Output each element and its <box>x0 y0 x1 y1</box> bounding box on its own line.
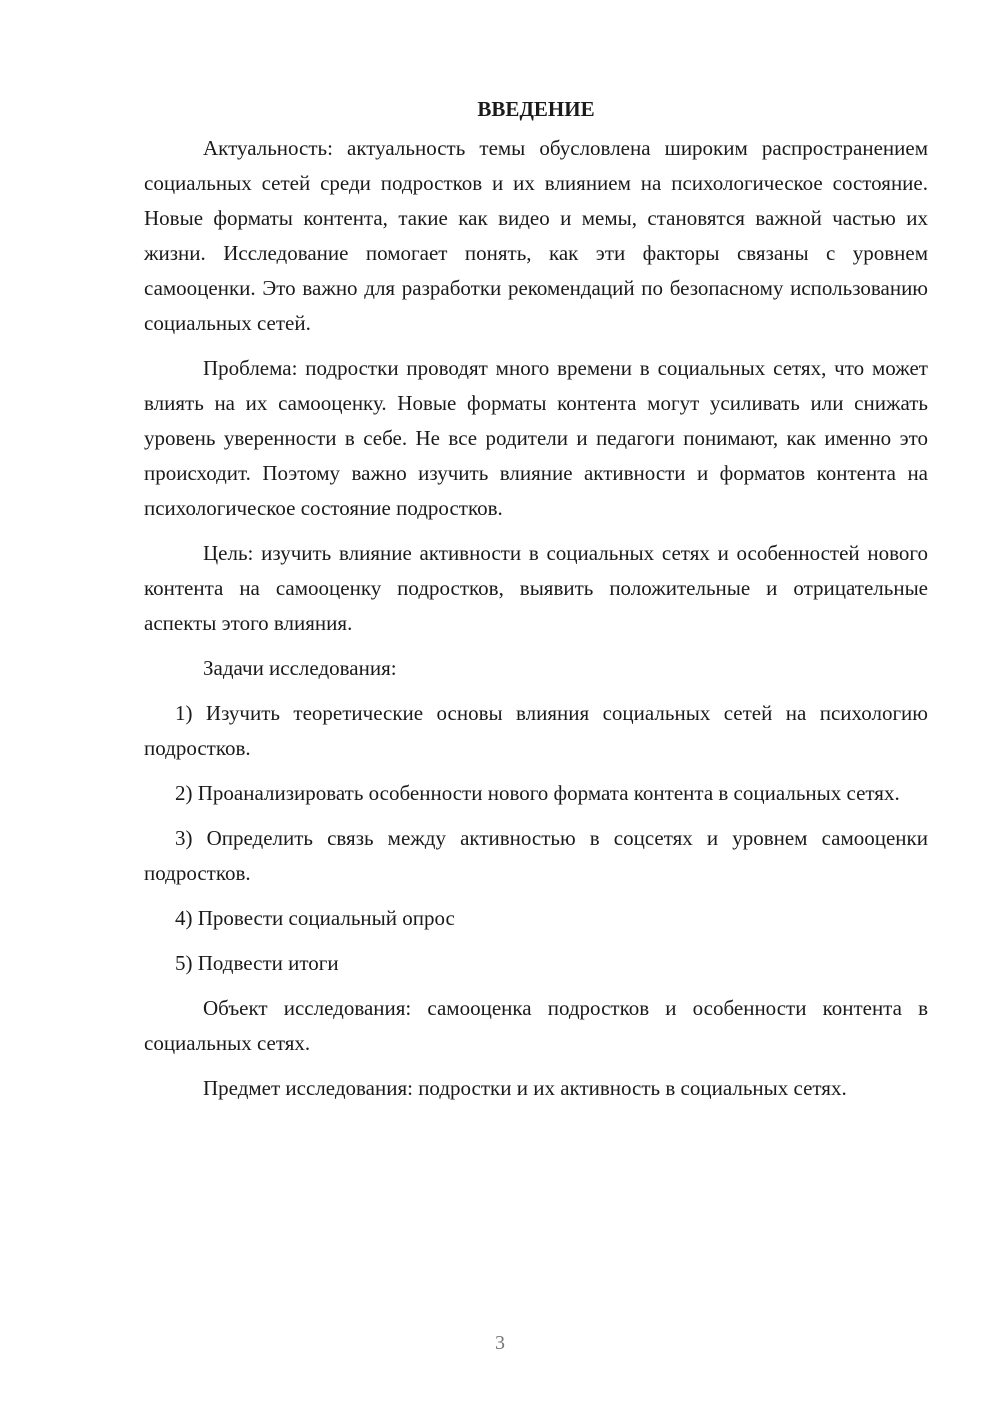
page-content <box>144 92 928 1116</box>
paragraph-subject: Предмет исследования: подростки и их активность в социальных сетях. <box>203 1076 847 1100</box>
page-number: 3 <box>495 1332 505 1354</box>
page-title: ВВЕДЕНИЕ <box>477 97 595 121</box>
tasks-heading: Задачи исследования: <box>203 656 397 680</box>
task-item-5: 5) Подвести итоги <box>175 951 339 975</box>
paragraph-object: Объект исследования: самооценка подростков и особенности контента в социальных сетях. <box>144 996 928 1055</box>
task-item-1: 1) Изучить теоретические основы влияния социальных сетей на психологию подростков. <box>144 701 928 760</box>
tasks-list <box>144 696 928 981</box>
paragraph-relevance: Актуальность: актуальность темы обусловлена широким распространением социальных сетей среди подростков и их влиянием на психологическое состояние. Новые форматы контента, такие как видео и мемы, становятся важной частью их жизни. Исследование помогает понять, как эти факторы связаны с уровнем самооценки. Это важно для разработки рекомендаций по безопасному использованию социальных сетей. <box>144 136 928 335</box>
paragraph-goal: Цель: изучить влияние активности в социальных сетях и особенностей нового контента на самооценку подростков, выявить положительные и отрицательные аспекты этого влияния. <box>144 541 928 635</box>
task-item-4: 4) Провести социальный опрос <box>175 906 455 930</box>
task-item-3: 3) Определить связь между активностью в соцсетях и уровнем самооценки подростков. <box>144 826 928 885</box>
paragraph-problem: Проблема: подростки проводят много времени в социальных сетях, что может влиять на их самооценку. Новые форматы контента могут усиливать или снижать уровень уверенности в себе. Не все родители и педагоги понимают, как именно это происходит. Поэтому важно изучить влияние активности и форматов контента на психологическое состояние подростков. <box>144 356 928 520</box>
task-item-2: 2) Проанализировать особенности нового формата контента в социальных сетях. <box>175 781 900 805</box>
